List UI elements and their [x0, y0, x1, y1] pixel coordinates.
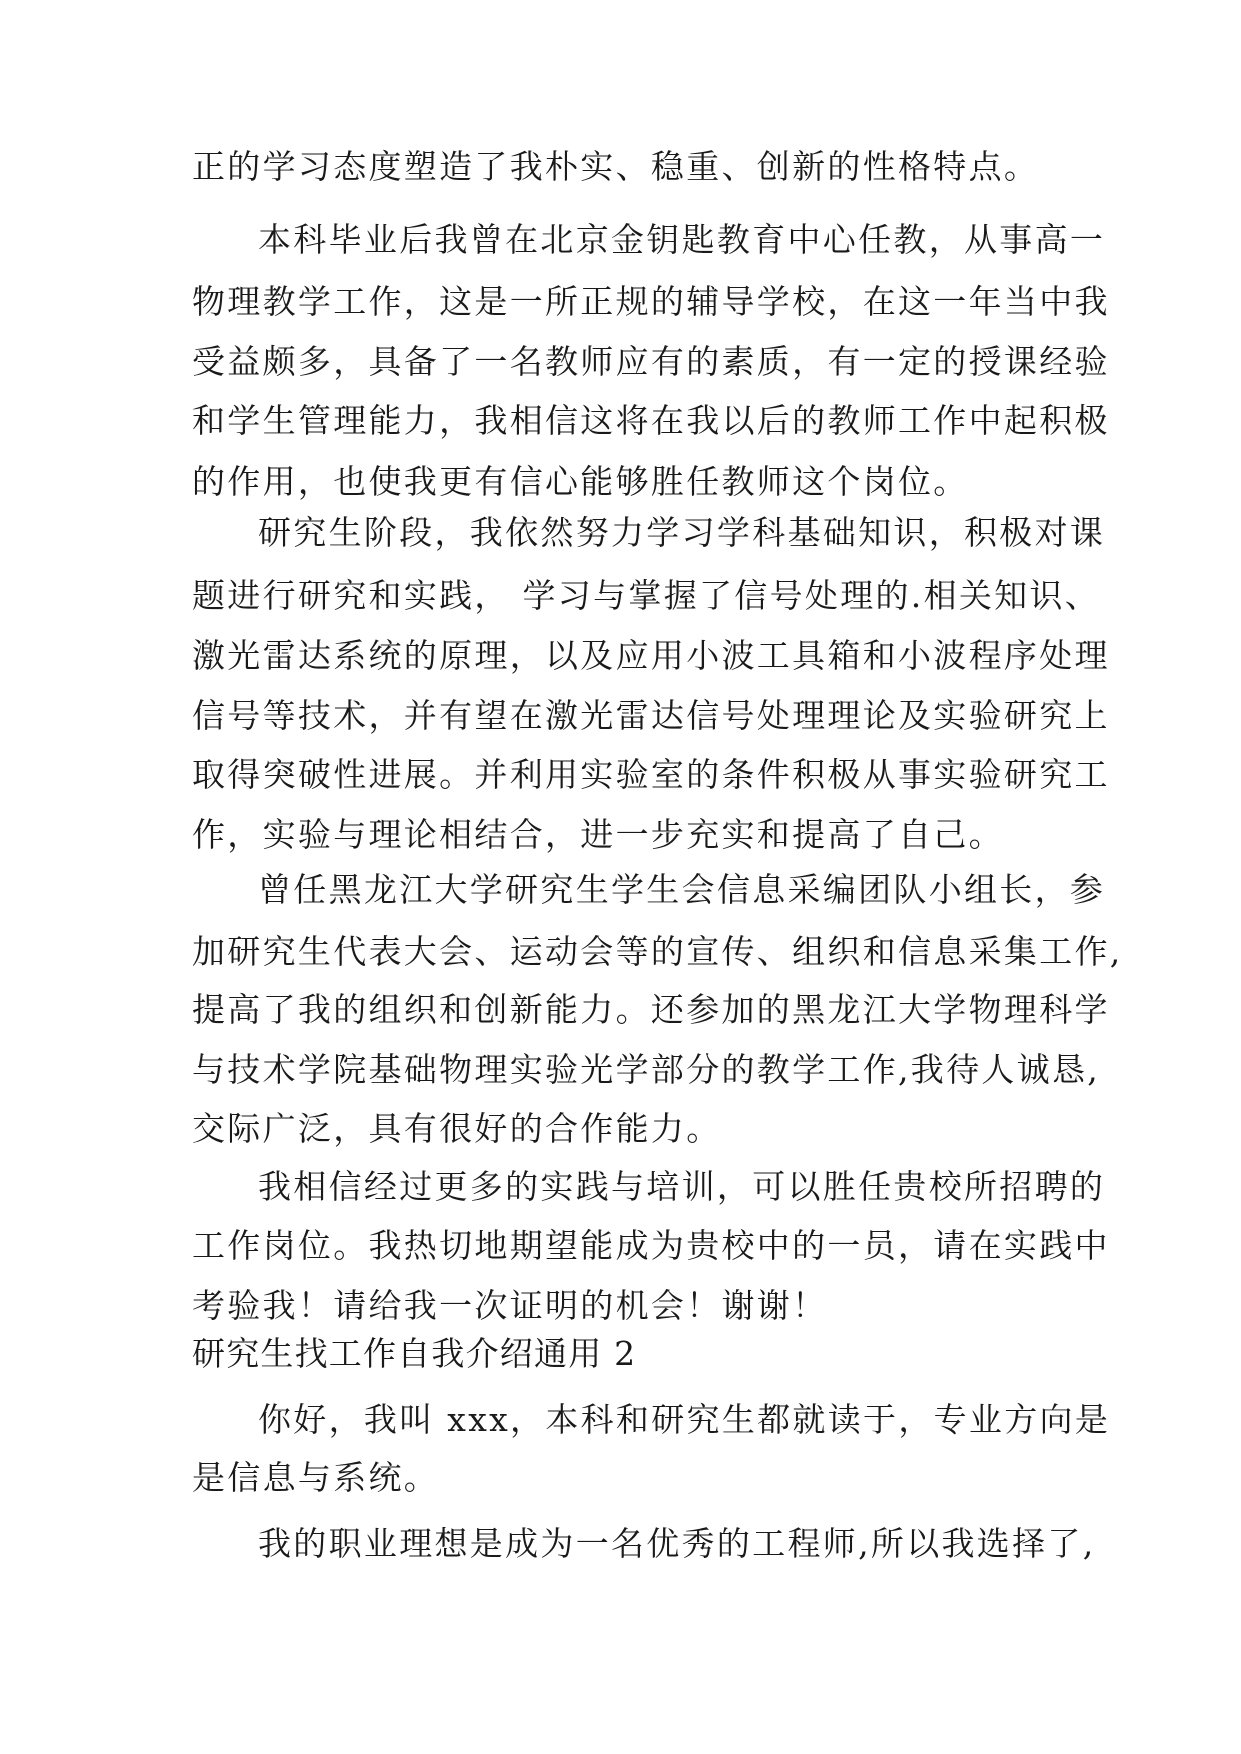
paragraph-line: 我相信经过更多的实践与培训，可以胜任贵校所招聘的	[258, 1167, 1106, 1206]
paragraph-line: 交际广泛，具有很好的合作能力。	[192, 1109, 722, 1148]
paragraph-line: 物理教学工作，这是一所正规的辅导学校，在这一年当中我	[192, 282, 1110, 321]
paragraph-line: 考验我！请给我一次证明的机会！谢谢！	[192, 1286, 828, 1325]
paragraph-line: 取得突破性进展。并利用实验室的条件积极从事实验研究工	[192, 755, 1110, 794]
paragraph-line: 我的职业理想是成为一名优秀的工程师,所以我选择了,	[258, 1524, 1096, 1563]
paragraph-line: 题进行研究和实践， 学习与掌握了信号处理的.相关知识、	[192, 576, 1101, 615]
paragraph-line: 和学生管理能力，我相信这将在我以后的教师工作中起积极	[192, 401, 1110, 440]
paragraph-line: 本科毕业后我曾在北京金钥匙教育中心任教，从事高一	[258, 220, 1106, 259]
paragraph-line: 作，实验与理论相结合，进一步充实和提高了自己。	[192, 815, 1004, 854]
paragraph-line: 信号等技术，并有望在激光雷达信号处理理论及实验研究上	[192, 696, 1110, 735]
paragraph-line: 受益颇多，具备了一名教师应有的素质，有一定的授课经验	[192, 342, 1110, 381]
paragraph-line: 提高了我的组织和创新能力。还参加的黑龙江大学物理科学	[192, 990, 1110, 1029]
section-heading: 研究生找工作自我介绍通用 2	[192, 1334, 637, 1373]
paragraph-line: 研究生阶段，我依然努力学习学科基础知识，积极对课	[258, 513, 1106, 552]
paragraph-line: 的作用，也使我更有信心能够胜任教师这个岗位。	[192, 462, 969, 501]
paragraph-line: 加研究生代表大会、运动会等的宣传、组织和信息采集工作,	[192, 932, 1123, 971]
paragraph-line: 是信息与系统。	[192, 1458, 440, 1497]
paragraph-line: 工作岗位。我热切地期望能成为贵校中的一员，请在实践中	[192, 1226, 1110, 1265]
paragraph-line: 与技术学院基础物理实验光学部分的教学工作,我待人诚恳,	[192, 1050, 1101, 1089]
paragraph-line: 正的学习态度塑造了我朴实、稳重、创新的性格特点。	[192, 147, 1040, 186]
paragraph-line: 曾任黑龙江大学研究生学生会信息采编团队小组长，参	[258, 870, 1106, 909]
paragraph-line: 激光雷达系统的原理，以及应用小波工具箱和小波程序处理	[192, 636, 1110, 675]
paragraph-line: 你好，我叫 xxx，本科和研究生都就读于，专业方向是	[258, 1400, 1111, 1439]
